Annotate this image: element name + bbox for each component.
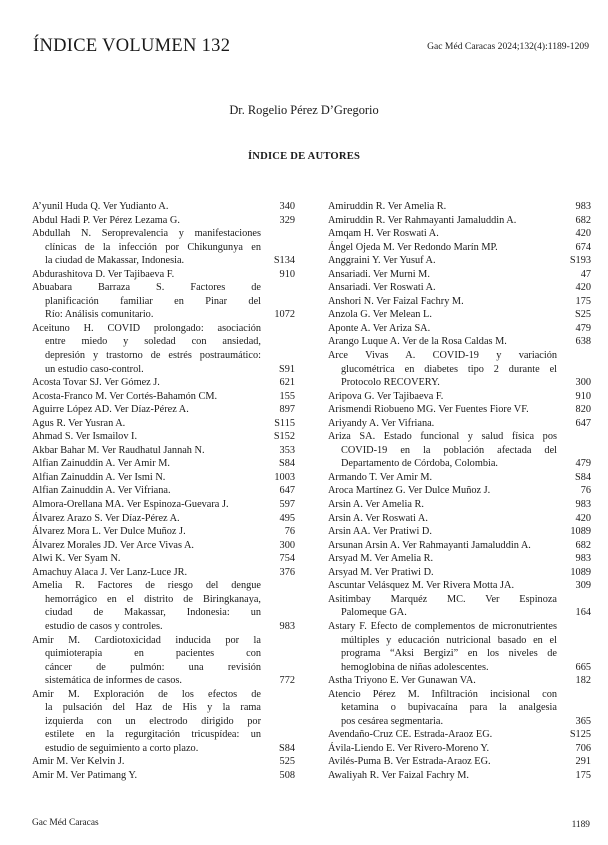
index-entry xyxy=(328,484,591,498)
index-entry-text xyxy=(32,688,295,756)
index-entry-text xyxy=(328,742,591,756)
author-index-column-right xyxy=(328,200,591,783)
index-entry-page: 1003 xyxy=(274,471,295,483)
index-entry xyxy=(32,769,295,783)
entry-line-first: Agus R. Ver Yusran A. xyxy=(32,417,126,429)
index-entry xyxy=(328,539,591,553)
index-entry xyxy=(328,417,591,431)
entry-line-first: Amir M. Cardiotoxicidad inducida por la xyxy=(32,634,261,646)
index-entry-text xyxy=(328,512,591,526)
index-entry-page: 910 xyxy=(575,390,591,402)
index-entry xyxy=(32,471,295,485)
entry-line-continuation: planificación familiar en Pinar del xyxy=(45,295,261,307)
entry-line-first: Armando T. Ver Amir M. xyxy=(328,471,433,483)
entry-line-first: Ariza SA. Estado funcional y salud física pos xyxy=(328,431,557,443)
index-entry-page: 706 xyxy=(575,742,591,754)
entry-line-first: Álvarez Arazo S. Ver Díaz-Pérez A. xyxy=(32,512,180,524)
index-entry-page: 420 xyxy=(575,228,591,240)
index-entry xyxy=(328,214,591,228)
author-index-column-left xyxy=(32,200,295,783)
entry-line-first: A’yunil Huda Q. Ver Yudianto A. xyxy=(32,201,169,212)
index-entry xyxy=(328,688,591,729)
index-entry xyxy=(32,566,295,580)
index-entry-page: S84 xyxy=(278,742,295,754)
entry-line-first: Acosta-Franco M. Ver Cortés-Bahamón CM. xyxy=(32,390,218,402)
entry-line-first: Arsunan Arsin A. Ver Rahmayanti Jamaluddin A. xyxy=(328,539,531,551)
entry-line-first: Aroca Martínez G. Ver Dulce Muñoz J. xyxy=(328,485,491,497)
entry-line-first: Aponte A. Ver Ariza SA. xyxy=(328,322,431,334)
index-entry xyxy=(328,755,591,769)
index-entry-text xyxy=(32,484,295,498)
entry-line-continuation: la pulsación del Haz de His y la rama xyxy=(45,702,261,714)
footer-page-number: 1189 xyxy=(571,820,590,830)
entry-line-first: Abdurashitova D. Ver Tajibaeva F. xyxy=(32,268,175,280)
index-entry xyxy=(32,322,295,376)
entry-line-first: Anshori N. Ver Faizal Fachry M. xyxy=(328,295,464,307)
entry-line-continuation: la ciudad de Makassar, Indonesia. xyxy=(45,255,185,267)
index-entry-text xyxy=(32,200,295,214)
index-entry-text xyxy=(32,634,295,688)
entry-line-first: Aripova G. Ver Tajibaeva F. xyxy=(328,390,444,402)
index-entry-page: 340 xyxy=(279,201,295,212)
journal-citation: Gac Méd Caracas 2024;132(4):1189-1209 xyxy=(427,41,589,52)
index-entry-text xyxy=(32,512,295,526)
index-entry-text xyxy=(328,335,591,349)
entry-line-first: Alfian Zainuddin A. Ver Amir M. xyxy=(32,458,170,470)
index-entry-page: 291 xyxy=(575,756,591,768)
index-entry-text xyxy=(328,579,591,593)
entry-line-first: Álvarez Morales JD. Ver Arce Vivas A. xyxy=(32,539,194,551)
index-entry xyxy=(32,755,295,769)
entry-line-first: Ascuntar Velásquez M. Ver Rivera Motta JA. xyxy=(328,580,515,592)
index-entry-page: 525 xyxy=(279,756,295,768)
index-entry-page: S84 xyxy=(278,458,295,470)
index-entry xyxy=(32,498,295,512)
index-entry-text xyxy=(328,593,591,620)
index-entry-text xyxy=(32,227,295,268)
index-entry-page: 508 xyxy=(279,769,295,781)
index-entry xyxy=(32,430,295,444)
index-entry xyxy=(328,430,591,471)
entry-line-continuation: Río: Análisis comunitario. xyxy=(45,309,154,321)
entry-line-continuation: clínicas de la infección por Chikungunya en xyxy=(45,241,261,253)
index-entry-text xyxy=(328,214,591,228)
index-entry-page: 820 xyxy=(575,404,591,416)
index-entry xyxy=(32,539,295,553)
index-entry xyxy=(328,200,591,214)
index-entry xyxy=(32,417,295,431)
index-entry xyxy=(328,349,591,390)
index-entry xyxy=(32,268,295,282)
entry-line-first: Ángel Ojeda M. Ver Redondo Marín MP. xyxy=(328,241,498,253)
index-entry-page: 597 xyxy=(279,499,295,511)
index-entry xyxy=(32,214,295,228)
index-entry-text xyxy=(328,498,591,512)
entry-line-first: Arsyad M. Ver Amelia R. xyxy=(328,553,434,565)
index-entry xyxy=(32,227,295,268)
entry-line-first: Asitimbay Marquéz MC. Ver Espinoza xyxy=(328,593,557,605)
entry-line-continuation: ciudad de Makassar, Indonesia: un xyxy=(45,607,261,619)
index-entry-text xyxy=(328,552,591,566)
entry-line-continuation: izquierda con un electrodo dirigido por xyxy=(45,715,261,727)
entry-line-first: Abdullah N. Seroprevalencia y manifestaciones xyxy=(32,228,261,240)
index-entry-page: 164 xyxy=(575,607,591,619)
index-entry-text xyxy=(328,295,591,309)
entry-line-first: Aceituno H. COVID prolongado: asociación xyxy=(32,322,261,334)
index-entry-page: 983 xyxy=(279,620,295,632)
index-entry xyxy=(32,444,295,458)
entry-line-first: Abuabara Barraza S. Factores de xyxy=(32,282,261,294)
index-entry-page: S84 xyxy=(574,471,591,483)
entry-line-first: Anzola G. Ver Melean L. xyxy=(328,309,432,321)
index-entry-page: 47 xyxy=(580,268,591,280)
index-entry xyxy=(32,281,295,322)
index-entry-page: 983 xyxy=(575,499,591,511)
index-entry-page: 647 xyxy=(575,417,591,429)
index-entry xyxy=(328,742,591,756)
footer-journal: Gac Méd Caracas xyxy=(32,818,99,828)
entry-line-first: Amiruddin R. Ver Amelia R. xyxy=(328,201,447,212)
entry-line-first: Amir M. Exploración de los efectos de xyxy=(32,688,261,700)
entry-line-continuation: Palomeque GA. xyxy=(341,607,407,619)
entry-line-first: Amqam H. Ver Roswati A. xyxy=(328,228,439,240)
index-entry-page: S152 xyxy=(273,431,295,443)
entry-line-first: Avilés-Puma B. Ver Estrada-Araoz EG. xyxy=(328,756,491,768)
index-entry xyxy=(328,227,591,241)
entry-line-first: Ahmad S. Ver Ismailov I. xyxy=(32,431,138,443)
entry-line-first: Amelia R. Factores de riesgo del dengue xyxy=(32,580,261,592)
entry-line-first: Amir M. Ver Patimang Y. xyxy=(32,769,138,781)
index-entry-page: 182 xyxy=(575,675,591,687)
index-author: Dr. Rogelio Pérez D’Gregorio xyxy=(229,103,379,117)
index-entry xyxy=(328,471,591,485)
index-entry-page: 647 xyxy=(279,485,295,497)
entry-line-continuation: cáncer de pulmón: una revisión xyxy=(45,661,261,673)
index-entry xyxy=(32,457,295,471)
index-entry-text xyxy=(328,241,591,255)
index-entry-text xyxy=(328,322,591,336)
index-entry-page: 682 xyxy=(575,214,591,226)
entry-line-continuation: programa “Aksi Bergizi” en los niveles de xyxy=(341,648,557,660)
index-entry-page: S193 xyxy=(569,255,591,267)
entry-line-continuation: hemoglobina de niñas adolescentes. xyxy=(341,661,489,673)
index-entry xyxy=(328,728,591,742)
entry-line-first: Amachuy Alaca J. Ver Lanz-Luce JR. xyxy=(32,566,188,578)
index-entry-text xyxy=(32,268,295,282)
index-entry-text xyxy=(32,390,295,404)
entry-line-continuation: glucométrica en diabetes tipo 2 durante el xyxy=(341,363,557,375)
index-entry-page: 420 xyxy=(575,282,591,294)
index-entry-text xyxy=(328,308,591,322)
entry-line-continuation: sistemática de informes de casos. xyxy=(45,675,182,687)
index-entry xyxy=(32,634,295,688)
entry-line-continuation: pos cesárea segmentaria. xyxy=(341,715,444,727)
entry-line-first: Atencio Pérez M. Infiltración incisional con xyxy=(328,688,557,700)
index-entry-text xyxy=(328,688,591,729)
index-entry-page: 479 xyxy=(575,322,591,334)
entry-line-first: Arsin A. Ver Amelia R. xyxy=(328,499,424,511)
index-entry xyxy=(328,498,591,512)
index-entry-text xyxy=(328,254,591,268)
index-entry-text xyxy=(328,390,591,404)
entry-line-first: Amir M. Ver Kelvin J. xyxy=(32,756,125,768)
index-entry-text xyxy=(32,498,295,512)
index-entry-text xyxy=(32,281,295,322)
index-entry xyxy=(328,620,591,674)
index-entry-text xyxy=(32,566,295,580)
entry-line-continuation: estudio de casos y controles. xyxy=(45,620,163,632)
index-entry-page: 353 xyxy=(279,444,295,456)
index-entry-page: 300 xyxy=(279,539,295,551)
index-entry xyxy=(328,281,591,295)
page-title: ÍNDICE VOLUMEN 132 xyxy=(33,36,231,56)
index-entry-text xyxy=(32,755,295,769)
entry-line-continuation: ketamina o bupivacaína para la analgesia xyxy=(341,702,557,714)
index-entry xyxy=(32,525,295,539)
entry-line-first: Álvarez Mora L. Ver Dulce Muñoz J. xyxy=(32,526,186,538)
index-entry-text xyxy=(328,200,591,214)
entry-line-continuation: COVID-19 en la población afectada del xyxy=(341,444,557,456)
index-entry-page: 682 xyxy=(575,539,591,551)
index-entry-page: 300 xyxy=(575,377,591,389)
index-entry xyxy=(32,200,295,214)
entry-line-first: Alwi K. Ver Syam N. xyxy=(32,553,121,565)
index-entry-text xyxy=(328,268,591,282)
index-entry xyxy=(328,512,591,526)
entry-line-continuation: hemorrágico en el distrito de Biringkanaya, xyxy=(45,593,261,605)
entry-line-first: Aguirre López AD. Ver Díaz-Pérez A. xyxy=(32,404,189,416)
entry-line-first: Arsin AA. Ver Pratiwi D. xyxy=(328,526,432,538)
index-entry-page: 983 xyxy=(575,553,591,565)
index-entry-text xyxy=(328,484,591,498)
index-entry-page: S91 xyxy=(278,363,295,375)
entry-line-first: Arango Luque A. Ver de la Rosa Caldas M. xyxy=(328,336,507,348)
entry-line-continuation: estilete en la regurgitación tricuspídea: un xyxy=(45,729,261,741)
entry-line-first: Astha Triyono E. Ver Gunawan VA. xyxy=(328,675,476,687)
index-entry-page: 910 xyxy=(279,268,295,280)
index-entry xyxy=(328,525,591,539)
index-entry-text xyxy=(328,525,591,539)
entry-line-first: Alfian Zainuddin A. Ver Vifriana. xyxy=(32,485,171,497)
index-entry-page: 897 xyxy=(279,404,295,416)
index-entry xyxy=(328,593,591,620)
index-entry xyxy=(328,390,591,404)
index-entry xyxy=(328,241,591,255)
index-entry-page: 76 xyxy=(284,526,295,538)
entry-line-continuation: Protocolo RECOVERY. xyxy=(341,377,440,389)
index-entry-page: 420 xyxy=(575,512,591,524)
index-entry xyxy=(328,295,591,309)
index-entry-page: 479 xyxy=(575,458,591,470)
index-entry-page: 175 xyxy=(575,295,591,307)
index-entry-page: 638 xyxy=(575,336,591,348)
index-entry xyxy=(328,322,591,336)
section-title: ÍNDICE DE AUTORES xyxy=(247,151,361,162)
index-entry-text xyxy=(328,674,591,688)
index-entry-page: 1089 xyxy=(570,526,591,538)
index-entry-page: 309 xyxy=(575,580,591,592)
entry-line-first: Arce Vivas A. COVID-19 y variación xyxy=(328,350,557,362)
index-entry-text xyxy=(32,525,295,539)
entry-line-first: Anggraini Y. Ver Yusuf A. xyxy=(328,255,436,267)
entry-line-first: Ávila-Liendo E. Ver Rivero-Moreno Y. xyxy=(328,742,490,754)
index-entry-text xyxy=(328,539,591,553)
index-entry xyxy=(32,376,295,390)
index-entry xyxy=(328,254,591,268)
entry-line-first: Astary F. Efecto de complementos de micronutrientes xyxy=(328,620,557,632)
entry-line-first: Acosta Tovar SJ. Ver Gómez J. xyxy=(32,377,160,389)
index-entry xyxy=(32,403,295,417)
index-entry-text xyxy=(328,769,591,783)
index-entry-page: 365 xyxy=(575,715,591,727)
entry-line-continuation: estudio de seguimiento a corto plazo. xyxy=(45,742,199,754)
entry-line-first: Amiruddin R. Ver Rahmayanti Jamaluddin A. xyxy=(328,214,517,226)
index-entry-page: 175 xyxy=(575,769,591,781)
entry-line-first: Arismendi Riobueno MG. Ver Fuentes Fiore VF. xyxy=(328,404,529,416)
index-entry xyxy=(32,390,295,404)
index-entry-page: 329 xyxy=(279,214,295,226)
index-entry-page: 1072 xyxy=(274,309,295,321)
index-entry-text xyxy=(32,417,295,431)
entry-line-first: Arsin A. Ver Roswati A. xyxy=(328,512,428,524)
entry-line-first: Awaliyah R. Ver Faizal Fachry M. xyxy=(328,769,469,781)
index-entry xyxy=(328,674,591,688)
index-entry-text xyxy=(32,539,295,553)
index-entry-page: 76 xyxy=(580,485,591,497)
index-entry-text xyxy=(328,430,591,471)
index-entry-text xyxy=(328,471,591,485)
index-entry-text xyxy=(32,471,295,485)
index-entry-text xyxy=(328,728,591,742)
index-entry-page: 1089 xyxy=(570,566,591,578)
entry-line-continuation: quimioterapia en pacientes con xyxy=(45,648,261,660)
index-entry-text xyxy=(32,457,295,471)
entry-line-first: Akbar Bahar M. Ver Raudhatul Jannah N. xyxy=(32,444,205,456)
index-entry-page: 665 xyxy=(575,661,591,673)
index-entry-page: 983 xyxy=(575,201,591,212)
index-entry-page: 495 xyxy=(279,512,295,524)
index-entry-text xyxy=(32,376,295,390)
index-entry-text xyxy=(32,214,295,228)
entry-line-first: Ansariadi. Ver Roswati A. xyxy=(328,282,436,294)
index-entry-text xyxy=(32,430,295,444)
index-entry-page: S115 xyxy=(274,417,295,429)
index-entry-page: 376 xyxy=(279,566,295,578)
entry-line-first: Arsyad M. Ver Pratiwi D. xyxy=(328,566,434,578)
index-entry-page: 621 xyxy=(279,377,295,389)
index-entry xyxy=(328,552,591,566)
index-entry xyxy=(32,512,295,526)
entry-line-first: Ansariadi. Ver Murni M. xyxy=(328,268,430,280)
index-entry-text xyxy=(328,349,591,390)
index-entry xyxy=(328,308,591,322)
index-entry xyxy=(328,268,591,282)
index-entry xyxy=(328,403,591,417)
index-entry-text xyxy=(328,566,591,580)
index-entry xyxy=(328,579,591,593)
entry-line-continuation: Departamento de Córdoba, Colombia. xyxy=(341,458,498,470)
index-entry xyxy=(328,769,591,783)
index-entry-text xyxy=(328,620,591,674)
index-entry-text xyxy=(328,281,591,295)
index-entry-page: 754 xyxy=(279,553,295,565)
index-entry-text xyxy=(32,403,295,417)
index-entry-page: S134 xyxy=(273,255,295,267)
index-entry-page: 155 xyxy=(279,390,295,402)
entry-line-first: Almora-Orellana MA. Ver Espinoza-Guevara J. xyxy=(32,499,229,511)
index-entry-page: 674 xyxy=(575,241,591,253)
index-entry xyxy=(328,335,591,349)
index-entry-page: S25 xyxy=(574,309,591,321)
entry-line-continuation: entre miedo y soledad con ansiedad, xyxy=(45,336,261,348)
entry-line-first: Ariyandy A. Ver Vifriana. xyxy=(328,417,435,429)
index-entry-text xyxy=(328,403,591,417)
index-entry-text xyxy=(328,755,591,769)
index-entry-page: 772 xyxy=(279,675,295,687)
index-entry-text xyxy=(32,444,295,458)
entry-line-first: Abdul Hadi P. Ver Pérez Lezama G. xyxy=(32,214,180,226)
index-entry-text xyxy=(328,227,591,241)
index-entry-text xyxy=(32,552,295,566)
index-entry-text xyxy=(32,579,295,633)
index-entry xyxy=(328,566,591,580)
index-entry-text xyxy=(32,322,295,376)
entry-line-continuation: un estudio caso-control. xyxy=(45,363,144,375)
index-entry xyxy=(32,688,295,756)
index-entry-page: S125 xyxy=(569,729,591,741)
entry-line-continuation: múltiples y educación nutricional basado en el xyxy=(341,634,557,646)
index-entry-text xyxy=(32,769,295,783)
index-entry xyxy=(32,579,295,633)
entry-line-first: Avendaño-Cruz CE. Estrada-Araoz EG. xyxy=(328,729,493,741)
index-entry-text xyxy=(328,417,591,431)
index-entry xyxy=(32,484,295,498)
entry-line-continuation: depresión y trastorno de estrés postraumático: xyxy=(45,350,261,362)
index-entry xyxy=(32,552,295,566)
entry-line-first: Alfian Zainuddin A. Ver Ismi N. xyxy=(32,471,166,483)
